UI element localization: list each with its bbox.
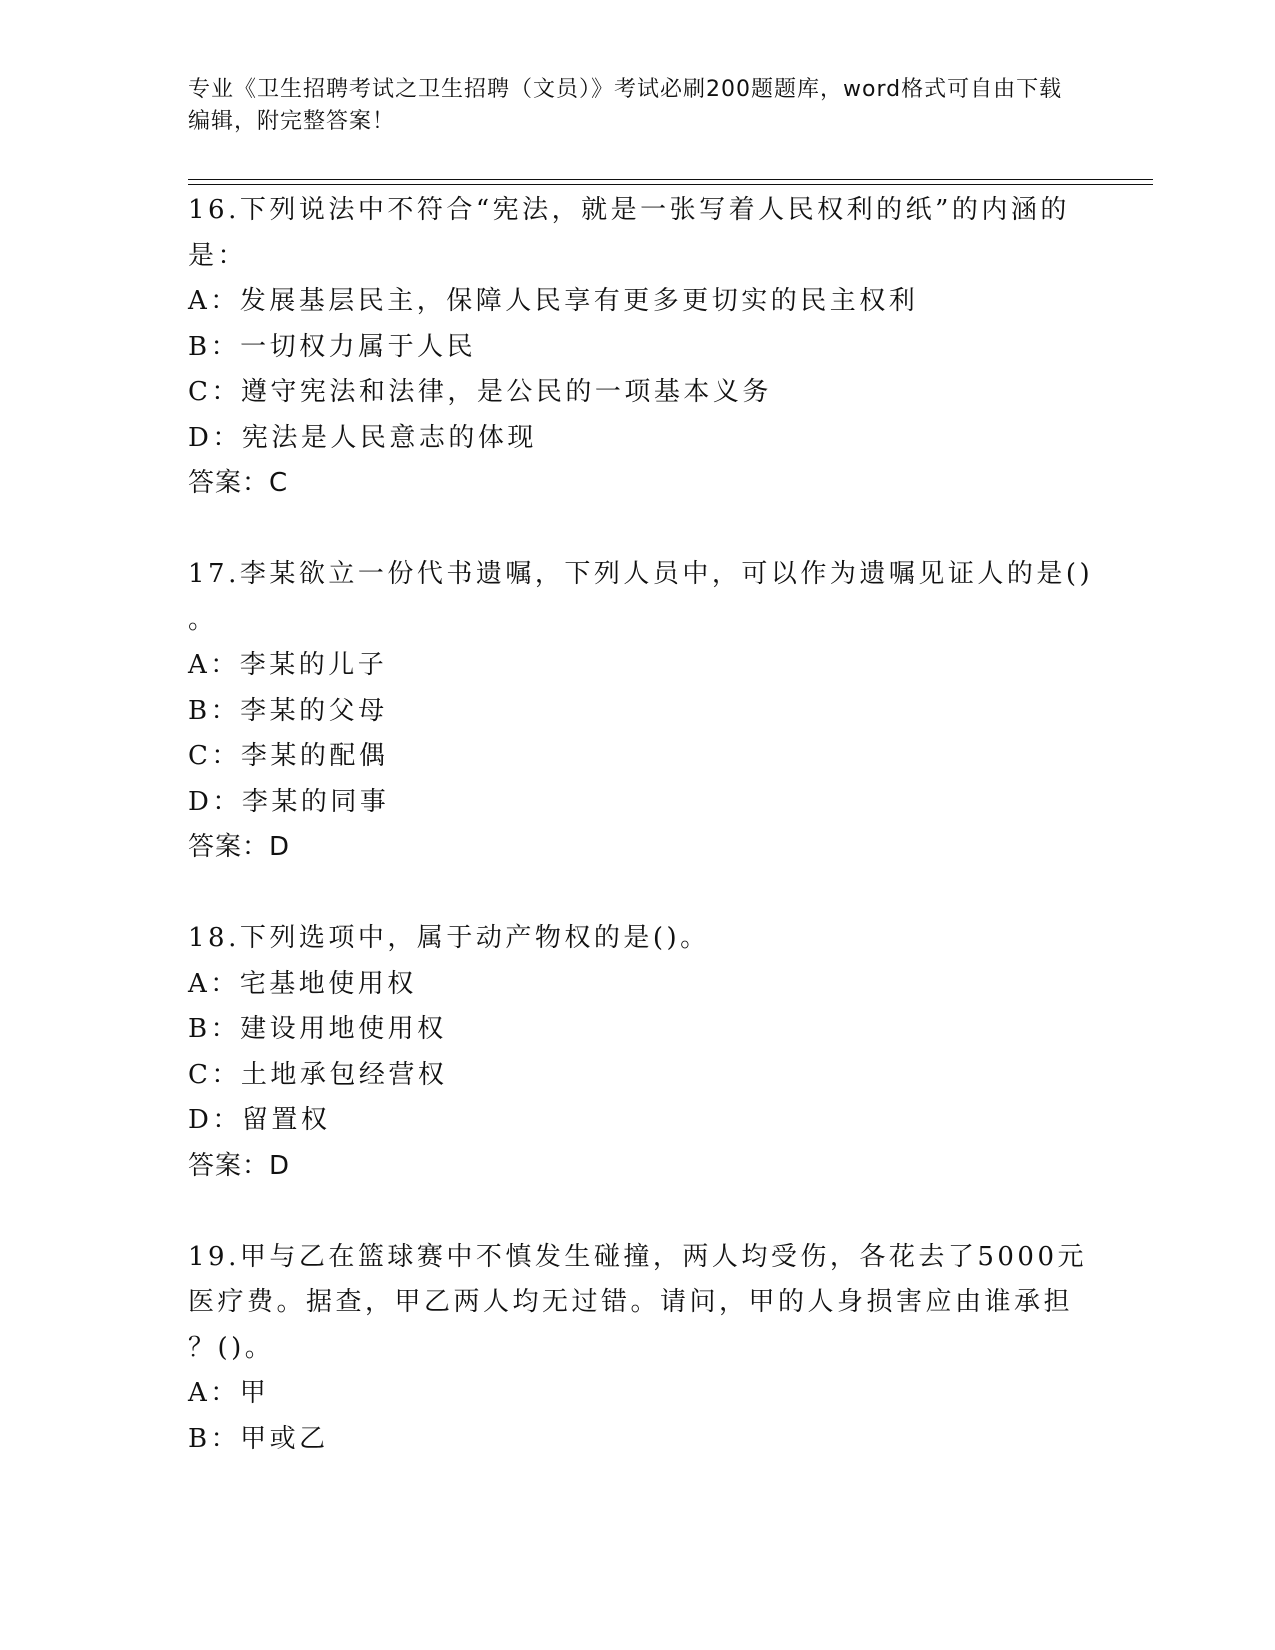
option-a: A：李某的儿子 <box>188 650 388 680</box>
answer-line: 答案：D <box>188 832 291 862</box>
header-title: 专业《卫生招聘考试之卫生招聘（文员）》考试必刷200题题库，word格式可自由下载编辑，附完整答案！ <box>188 77 1063 134</box>
option-b: B：一切权力属于人民 <box>188 331 477 362</box>
header-divider-top <box>188 179 1153 180</box>
option-a: A：发展基层民主，保障人民享有更多更切实的民主权利 <box>188 286 919 316</box>
answer-line: 答案：D <box>188 1150 291 1181</box>
option-d: D：李某的同事 <box>188 786 390 817</box>
question-stem-line: 是： <box>188 240 248 271</box>
option-b: B：建设用地使用权 <box>188 1014 447 1044</box>
question-stem-line: 18.下列选项中，属于动产物权的是()。 <box>188 923 710 953</box>
option-c: C：李某的配偶 <box>188 741 389 771</box>
document-header <box>188 74 1068 138</box>
question-spacer <box>188 1189 1088 1235</box>
option-d: D：留置权 <box>188 1105 331 1135</box>
option-b: B：甲或乙 <box>188 1423 329 1454</box>
question-16 <box>188 188 1088 507</box>
question-stem-line: 16.下列说法中不符合“宪法，就是一张写着人民权利的纸”的内涵的 <box>188 195 1070 225</box>
question-17 <box>188 552 1094 871</box>
question-stem-line: 医疗费。据查，甲乙两人均无过错。请问，甲的人身损害应由谁承担 <box>188 1287 1074 1317</box>
question-stem-line: 。 <box>188 604 218 635</box>
question-stem-line: 17.李某欲立一份代书遗嘱，下列人员中，可以作为遗嘱见证人的是() <box>188 559 1094 589</box>
answer-line: 答案：C <box>188 468 289 498</box>
option-d: D：宪法是人民意志的体现 <box>188 422 537 453</box>
option-a: A：宅基地使用权 <box>188 968 417 999</box>
header-divider-bottom <box>188 184 1153 185</box>
question-stem-line: ？()。 <box>188 1332 275 1363</box>
question-list <box>188 188 1094 1462</box>
option-b: B：李某的父母 <box>188 695 388 726</box>
question-stem-line: 19.甲与乙在篮球赛中不慎发生碰撞，两人均受伤，各花去了5000元 <box>188 1241 1088 1272</box>
question-spacer <box>188 507 1088 553</box>
question-spacer <box>188 871 1088 917</box>
option-a: A：甲 <box>188 1378 270 1408</box>
question-18 <box>188 916 1088 1189</box>
question-19 <box>188 1235 1088 1463</box>
option-c: C：土地承包经营权 <box>188 1059 448 1090</box>
option-c: C：遵守宪法和法律，是公民的一项基本义务 <box>188 377 772 407</box>
